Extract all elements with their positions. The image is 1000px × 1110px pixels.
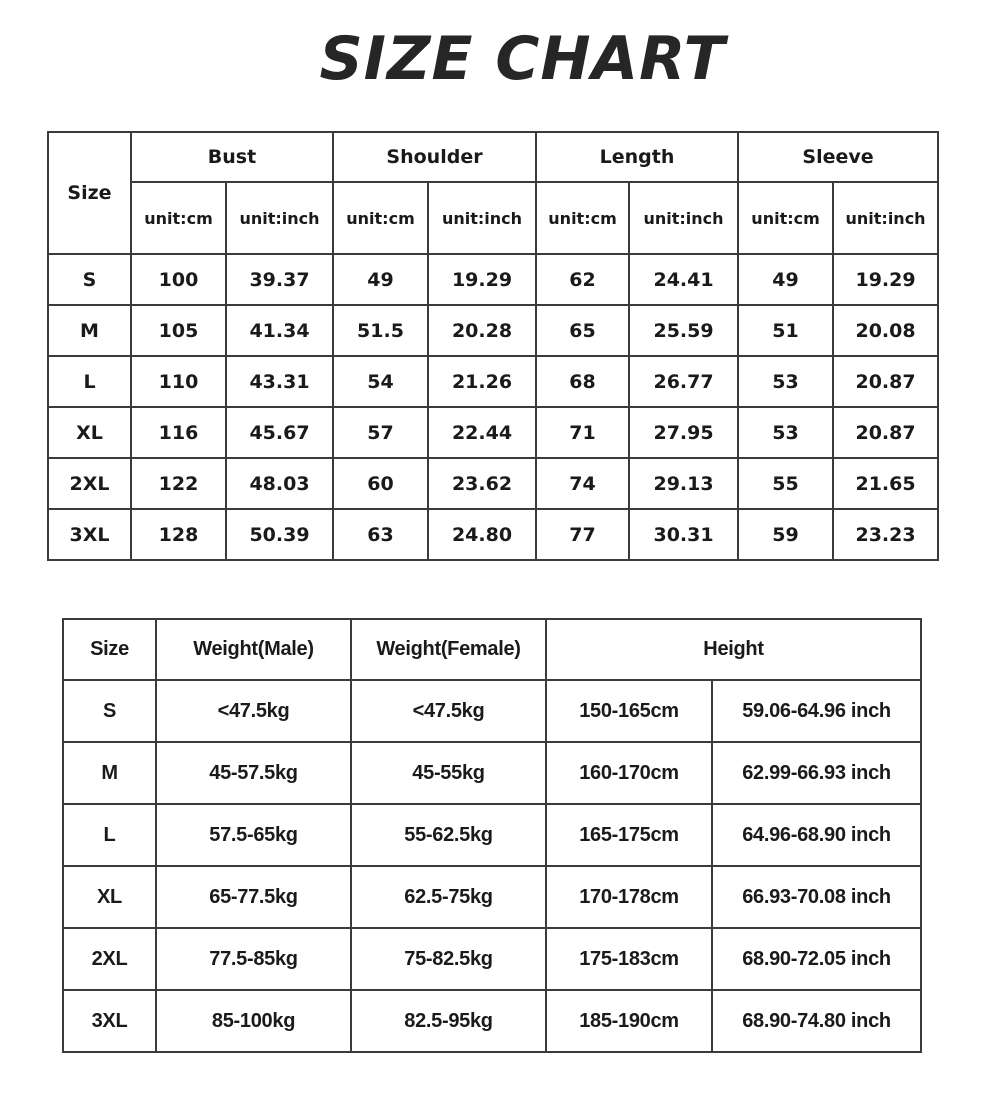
data-cell: 20.87 <box>833 407 938 458</box>
size-column-header: Size <box>48 132 131 254</box>
data-cell: 128 <box>131 509 226 560</box>
table-row <box>63 928 921 990</box>
table-row <box>48 254 938 305</box>
table-row <box>63 742 921 804</box>
size-cell: L <box>48 356 131 407</box>
data-cell: 62 <box>536 254 629 305</box>
data-cell: 41.34 <box>226 305 333 356</box>
table-row <box>63 866 921 928</box>
size-cell: L <box>63 804 156 866</box>
data-cell: 51.5 <box>333 305 428 356</box>
size-cell: S <box>48 254 131 305</box>
height-cm-cell: 185-190cm <box>546 990 712 1052</box>
body-size-table <box>62 618 922 1053</box>
header-height: Height <box>546 619 921 680</box>
data-cell: 21.65 <box>833 458 938 509</box>
unit-header-inch: unit:inch <box>629 182 738 254</box>
unit-header-cm: unit:cm <box>131 182 226 254</box>
data-cell: 100 <box>131 254 226 305</box>
size-cell: 3XL <box>48 509 131 560</box>
data-cell: 116 <box>131 407 226 458</box>
data-cell: 49 <box>333 254 428 305</box>
unit-header-cm: unit:cm <box>536 182 629 254</box>
size-cell: S <box>63 680 156 742</box>
height-cm-cell: 170-178cm <box>546 866 712 928</box>
weight-male-cell: 77.5-85kg <box>156 928 351 990</box>
data-cell: 26.77 <box>629 356 738 407</box>
size-cell: 2XL <box>63 928 156 990</box>
group-header-length: Length <box>536 132 738 182</box>
data-cell: 122 <box>131 458 226 509</box>
weight-female-cell: 55-62.5kg <box>351 804 546 866</box>
group-header-bust: Bust <box>131 132 333 182</box>
data-cell: 68 <box>536 356 629 407</box>
table-row <box>48 132 938 182</box>
data-cell: 23.62 <box>428 458 536 509</box>
weight-male-cell: 57.5-65kg <box>156 804 351 866</box>
header-weight-female: Weight(Female) <box>351 619 546 680</box>
unit-header-inch: unit:inch <box>226 182 333 254</box>
weight-female-cell: 75-82.5kg <box>351 928 546 990</box>
size-cell: M <box>63 742 156 804</box>
data-cell: 27.95 <box>629 407 738 458</box>
height-cm-cell: 175-183cm <box>546 928 712 990</box>
data-cell: 63 <box>333 509 428 560</box>
data-cell: 51 <box>738 305 833 356</box>
data-cell: 71 <box>536 407 629 458</box>
weight-male-cell: 65-77.5kg <box>156 866 351 928</box>
unit-header-inch: unit:inch <box>833 182 938 254</box>
height-inch-cell: 62.99-66.93 inch <box>712 742 921 804</box>
data-cell: 20.28 <box>428 305 536 356</box>
data-cell: 59 <box>738 509 833 560</box>
data-cell: 50.39 <box>226 509 333 560</box>
data-cell: 60 <box>333 458 428 509</box>
data-cell: 19.29 <box>833 254 938 305</box>
header-weight-male: Weight(Male) <box>156 619 351 680</box>
size-cell: M <box>48 305 131 356</box>
height-inch-cell: 59.06-64.96 inch <box>712 680 921 742</box>
group-header-sleeve: Sleeve <box>738 132 938 182</box>
table-row <box>48 356 938 407</box>
data-cell: 43.31 <box>226 356 333 407</box>
weight-female-cell: <47.5kg <box>351 680 546 742</box>
data-cell: 48.03 <box>226 458 333 509</box>
data-cell: 21.26 <box>428 356 536 407</box>
measurements-table <box>47 131 939 561</box>
data-cell: 57 <box>333 407 428 458</box>
height-inch-cell: 66.93-70.08 inch <box>712 866 921 928</box>
table-row <box>48 305 938 356</box>
data-cell: 19.29 <box>428 254 536 305</box>
table-row <box>63 619 921 680</box>
data-cell: 39.37 <box>226 254 333 305</box>
data-cell: 20.87 <box>833 356 938 407</box>
data-cell: 30.31 <box>629 509 738 560</box>
weight-female-cell: 82.5-95kg <box>351 990 546 1052</box>
table-row <box>48 509 938 560</box>
data-cell: 65 <box>536 305 629 356</box>
data-cell: 45.67 <box>226 407 333 458</box>
unit-header-cm: unit:cm <box>333 182 428 254</box>
weight-female-cell: 45-55kg <box>351 742 546 804</box>
data-cell: 24.80 <box>428 509 536 560</box>
data-cell: 77 <box>536 509 629 560</box>
data-cell: 110 <box>131 356 226 407</box>
data-cell: 53 <box>738 356 833 407</box>
unit-header-inch: unit:inch <box>428 182 536 254</box>
table-row <box>48 458 938 509</box>
table-row <box>63 804 921 866</box>
weight-male-cell: <47.5kg <box>156 680 351 742</box>
weight-male-cell: 45-57.5kg <box>156 742 351 804</box>
height-cm-cell: 165-175cm <box>546 804 712 866</box>
size-cell: XL <box>63 866 156 928</box>
data-cell: 74 <box>536 458 629 509</box>
group-header-shoulder: Shoulder <box>333 132 536 182</box>
data-cell: 53 <box>738 407 833 458</box>
height-cm-cell: 150-165cm <box>546 680 712 742</box>
height-inch-cell: 64.96-68.90 inch <box>712 804 921 866</box>
weight-female-cell: 62.5-75kg <box>351 866 546 928</box>
height-cm-cell: 160-170cm <box>546 742 712 804</box>
data-cell: 20.08 <box>833 305 938 356</box>
page-title: SIZE CHART <box>319 24 726 94</box>
data-cell: 54 <box>333 356 428 407</box>
data-cell: 49 <box>738 254 833 305</box>
size-cell: 2XL <box>48 458 131 509</box>
size-cell: 3XL <box>63 990 156 1052</box>
data-cell: 25.59 <box>629 305 738 356</box>
data-cell: 55 <box>738 458 833 509</box>
height-inch-cell: 68.90-72.05 inch <box>712 928 921 990</box>
data-cell: 22.44 <box>428 407 536 458</box>
unit-header-cm: unit:cm <box>738 182 833 254</box>
table-row <box>48 407 938 458</box>
data-cell: 23.23 <box>833 509 938 560</box>
height-inch-cell: 68.90-74.80 inch <box>712 990 921 1052</box>
header-size: Size <box>63 619 156 680</box>
weight-male-cell: 85-100kg <box>156 990 351 1052</box>
size-cell: XL <box>48 407 131 458</box>
data-cell: 24.41 <box>629 254 738 305</box>
table-row <box>63 990 921 1052</box>
data-cell: 105 <box>131 305 226 356</box>
table-row <box>63 680 921 742</box>
table-row <box>48 182 938 254</box>
data-cell: 29.13 <box>629 458 738 509</box>
